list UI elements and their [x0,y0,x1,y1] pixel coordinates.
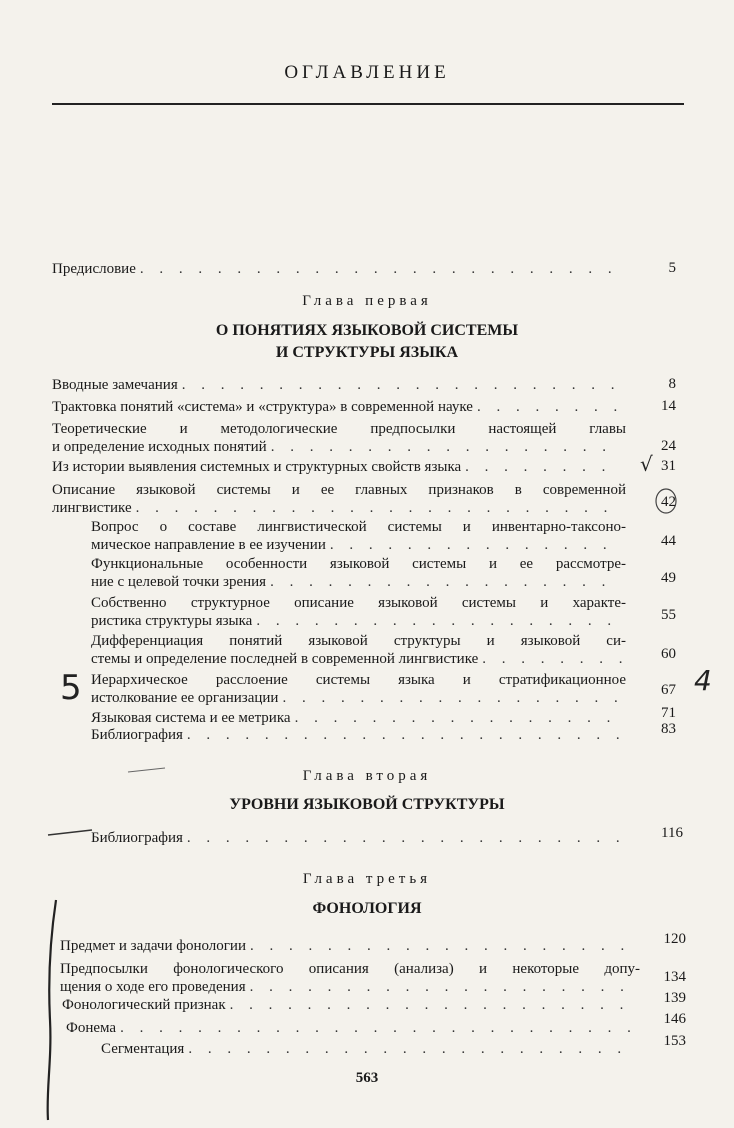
entry-text: Трактовка понятий «система» и «структура» в современной науке [52,399,473,415]
chapter-label: Глава третья [302,871,432,887]
entry-text: стемы и определение последней в современной лингвистике [91,651,479,667]
page-number: 55 [661,607,676,623]
page-number: 134 [663,969,686,985]
entry-text: Библиография [91,830,183,846]
page-number: 120 [663,931,686,947]
entry-text: ристика структуры языка [91,613,253,629]
entry-text: Собственно структурное описание языковой системы и характе- [91,595,626,611]
chapter-title: И СТРУКТУРЫ ЯЗЫКА [275,344,459,361]
page-number: 31 [661,458,676,474]
circle-mark [656,489,676,513]
page-folio: 563 [355,1070,379,1086]
entry-text: лингвистике [52,500,132,516]
entry-text: ние с целевой точки зрения [91,574,267,590]
chapter-title: ФОНОЛОГИЯ [312,900,422,917]
page-number: 44 [661,533,676,549]
handwritten-five: 5 [60,668,82,708]
entry-text: щения о ходе его проведения [60,979,246,995]
entry-text: Иерархическое расслоение системы языка и стратификационное [91,672,626,688]
entry-text: Теоретические и методологические предпосылки настоящей главы [52,421,626,437]
entry-text: Предмет и задачи фонологии [60,938,246,954]
page-number: 139 [663,990,686,1006]
entry-text: Предисловие [52,261,136,277]
page-number: 5 [668,260,676,276]
entry-text: мическое направление в ее изучении [91,537,326,553]
entry-text: Библиография [91,727,183,743]
page-number: 153 [663,1033,686,1049]
entry-text: Фонологический признак [62,997,226,1013]
margin-bracket [48,900,56,1120]
page-number: 116 [661,825,683,841]
entry-text: Функциональные особенности языковой системы и ее рассмотре- [91,556,626,572]
entry-text: Фонема [66,1020,117,1036]
entry-text: Дифференциация понятий языковой структуры и языковой си- [91,633,626,649]
chapter-label: Глава вторая [302,768,432,784]
page-number: 67 [661,682,676,698]
page-number: 14 [661,398,676,414]
strike-mark [48,830,92,835]
entry-text: Описание языковой системы и ее главных признаков в современной [52,482,626,498]
entry-text: истолкование ее организации [91,690,279,706]
page-title: ОГЛАВЛЕНИЕ [284,62,450,83]
handwritten-four: 4 [694,664,712,697]
entry-text: и определение исходных понятий [52,439,267,455]
page-number: 146 [663,1011,686,1027]
dash-mark [128,768,165,772]
page-number: 24 [661,438,676,454]
entry-text: Вопрос о составе лингвистической системы и инвентарно-таксоно- [91,519,626,535]
entry-text: Предпосылки фонологического описания (анализа) и некоторые допу- [60,961,640,977]
page-number: 60 [661,646,676,662]
entry-text: Сегментация [101,1041,185,1057]
chapter-title: УРОВНИ ЯЗЫКОВОЙ СТРУКТУРЫ [229,796,505,813]
chapter-title: О ПОНЯТИЯХ ЯЗЫКОВОЙ СИСТЕМЫ [215,322,519,339]
page-number: 83 [661,721,676,737]
page-number: 71 [661,705,676,721]
page-number: 49 [661,570,676,586]
page-number: 8 [668,376,676,392]
handwritten-check: √ [640,452,653,476]
entry-text: Вводные замечания [52,377,178,393]
page-number: 42 [661,494,676,510]
chapter-label: Глава первая [302,293,432,309]
entry-text: Языковая система и ее метрика [91,710,291,726]
entry-text: Из истории выявления системных и структурных свойств языка [52,459,462,475]
